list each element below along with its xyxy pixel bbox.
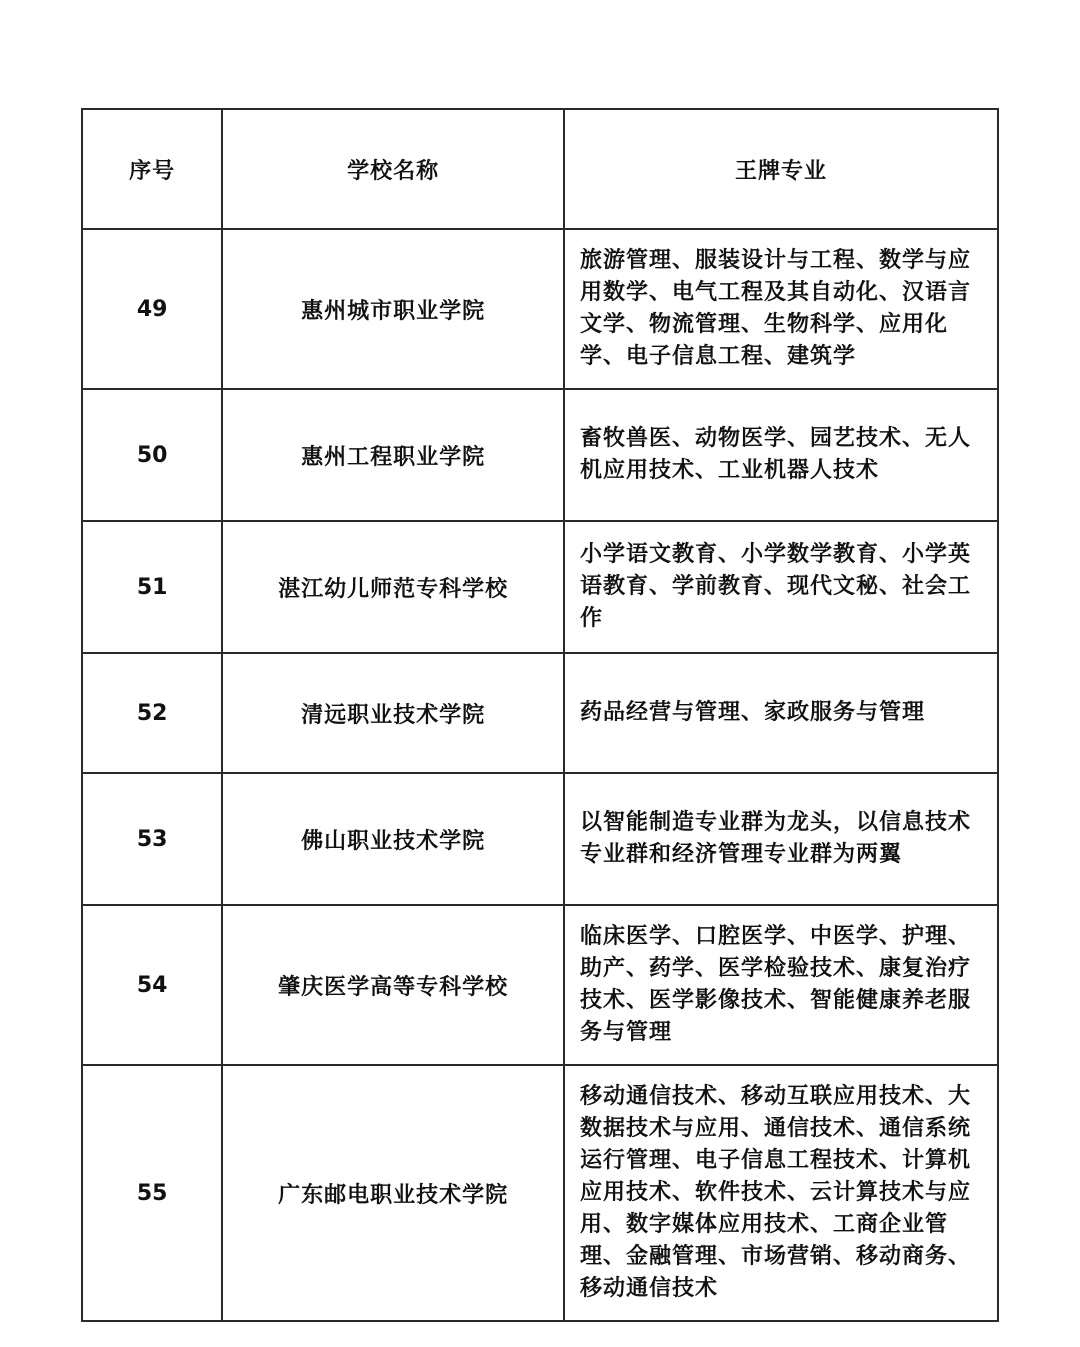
school-name: 惠州城市职业学院 [222, 229, 564, 389]
row-number: 52 [82, 653, 222, 773]
flagship-majors: 小学语文教育、小学数学教育、小学英语教育、学前教育、现代文秘、社会工作 [564, 521, 998, 653]
table-row [82, 905, 998, 1065]
header-number: 序号 [82, 109, 222, 229]
table-row [82, 521, 998, 653]
school-name: 清远职业技术学院 [222, 653, 564, 773]
header-flagship-majors: 王牌专业 [564, 109, 998, 229]
schools-table-container [81, 108, 999, 1322]
school-name: 湛江幼儿师范专科学校 [222, 521, 564, 653]
table-row [82, 653, 998, 773]
table-row [82, 389, 998, 521]
school-name: 惠州工程职业学院 [222, 389, 564, 521]
header-school-name: 学校名称 [222, 109, 564, 229]
school-name: 佛山职业技术学院 [222, 773, 564, 905]
table-row [82, 229, 998, 389]
table-row [82, 773, 998, 905]
school-name: 广东邮电职业技术学院 [222, 1065, 564, 1321]
table-row [82, 1065, 998, 1321]
flagship-majors: 临床医学、口腔医学、中医学、护理、助产、药学、医学检验技术、康复治疗技术、医学影像技术、智能健康养老服务与管理 [564, 905, 998, 1065]
flagship-majors: 移动通信技术、移动互联应用技术、大数据技术与应用、通信技术、通信系统运行管理、电子信息工程技术、计算机应用技术、软件技术、云计算技术与应用、数字媒体应用技术、工商企业管理、金融管理、市场营销、移动商务、移动通信技术 [564, 1065, 998, 1321]
row-number: 49 [82, 229, 222, 389]
school-name: 肇庆医学高等专科学校 [222, 905, 564, 1065]
row-number: 50 [82, 389, 222, 521]
row-number: 54 [82, 905, 222, 1065]
schools-table [81, 108, 999, 1322]
flagship-majors: 以智能制造专业群为龙头，以信息技术专业群和经济管理专业群为两翼 [564, 773, 998, 905]
table-header-row [82, 109, 998, 229]
row-number: 53 [82, 773, 222, 905]
row-number: 55 [82, 1065, 222, 1321]
flagship-majors: 药品经营与管理、家政服务与管理 [564, 653, 998, 773]
flagship-majors: 畜牧兽医、动物医学、园艺技术、无人机应用技术、工业机器人技术 [564, 389, 998, 521]
flagship-majors: 旅游管理、服装设计与工程、数学与应用数学、电气工程及其自动化、汉语言文学、物流管理、生物科学、应用化学、电子信息工程、建筑学 [564, 229, 998, 389]
row-number: 51 [82, 521, 222, 653]
